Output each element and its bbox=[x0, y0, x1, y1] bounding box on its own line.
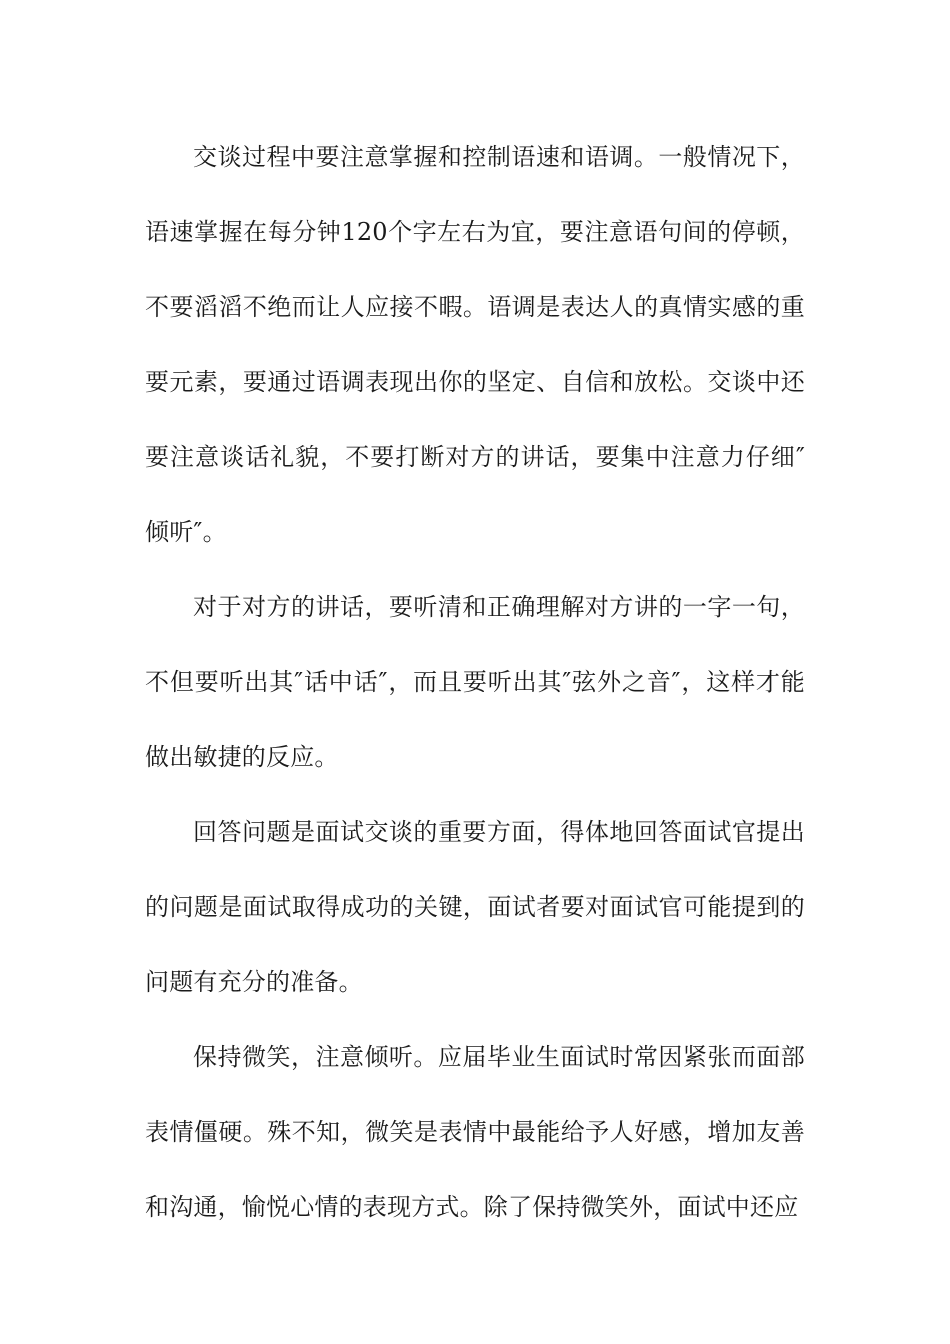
paragraph-speech-pace: 交谈过程中要注意掌握和控制语速和语调。一般情况下，语速掌握在每分钟120个字左右为宜，要注意语句间的停顿，不要滔滔不绝而让人应接不暇。语调是表达人的真情实感的重要元素，要通过语调表现出你的坚定、自信和放松。交谈中还要注意谈话礼貌，不要打断对方的讲话，要集中注意力仔细″倾听″。 bbox=[145, 143, 805, 546]
paragraph-smile: 保持微笑，注意倾听。应届毕业生面试时常因紧张而面部表情僵硬。殊不知，微笑是表情中最能给予人好感，增加友善和沟通，愉悦心情的表现方式。除了保持微笑外，面试中还应 bbox=[145, 1043, 805, 1221]
paragraph-answering: 回答问题是面试交谈的重要方面，得体地回答面试官提出的问题是面试取得成功的关键，面试者要对面试官可能提到的问题有充分的准备。 bbox=[145, 818, 805, 996]
document-body bbox=[145, 120, 805, 1245]
paragraph-listening: 对于对方的讲话，要听清和正确理解对方讲的一字一句，不但要听出其″话中话″，而且要听出其″弦外之音″，这样才能做出敏捷的反应。 bbox=[145, 593, 805, 771]
